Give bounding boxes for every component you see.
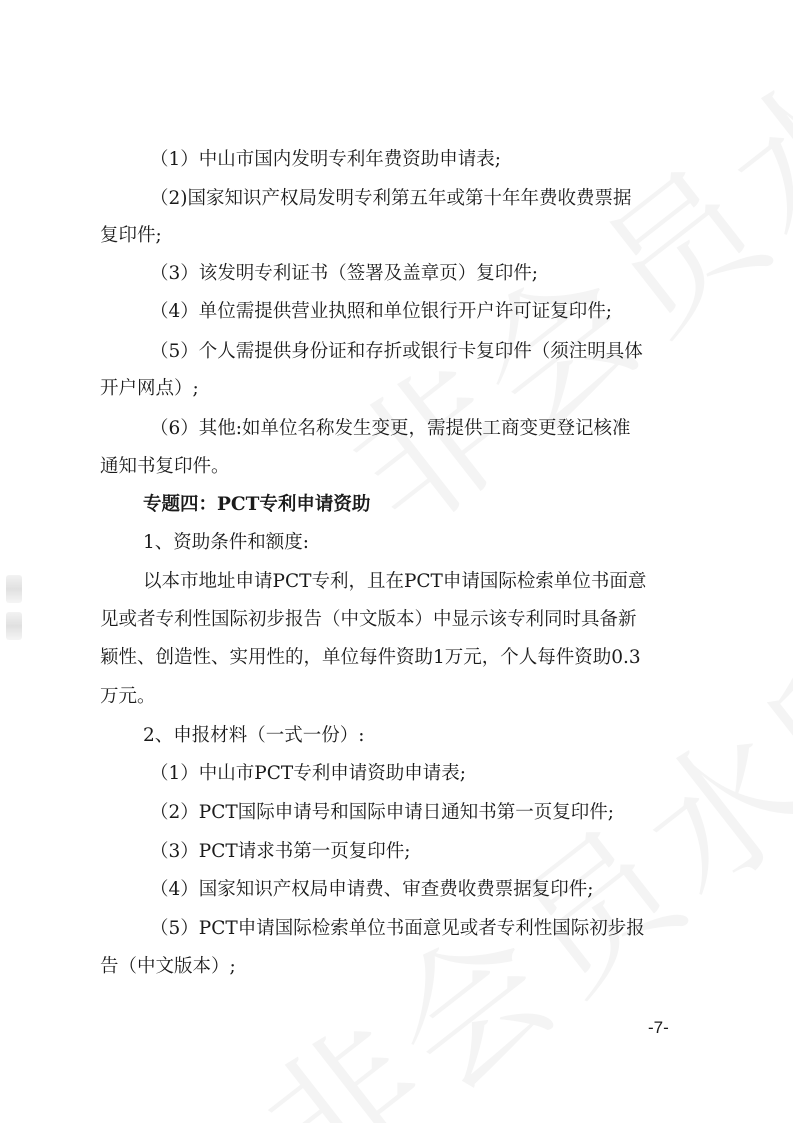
- paragraph-line: 开户网点）;: [100, 378, 199, 399]
- paragraph-line: 通知书复印件。: [100, 456, 230, 477]
- paragraph-line: （4）单位需提供营业执照和单位银行开户许可证复印件;: [150, 301, 613, 322]
- paragraph-line: （6）其他:如单位名称发生变更，需提供工商变更登记核准: [150, 418, 631, 439]
- paragraph-line: 万元。: [100, 686, 156, 707]
- paragraph-line: （1）中山市国内发明专利年费资助申请表;: [150, 149, 502, 170]
- paragraph-line: （2)国家知识产权局发明专利第五年或第十年年费收费票据: [150, 188, 632, 209]
- paragraph-line: （4）国家知识产权局申请费、审查费收费票据复印件;: [150, 879, 594, 900]
- paragraph-line: 颖性、创造性、实用性的，单位每件资助1万元，个人每件资助0.3: [100, 647, 641, 668]
- paragraph-line: 告（中文版本）;: [100, 956, 236, 977]
- paragraph-line: （2）PCT国际申请号和国际申请日通知书第一页复印件;: [150, 802, 614, 823]
- page-number: -7-: [648, 1018, 669, 1037]
- scan-artifact: [6, 612, 22, 640]
- paragraph-line: （5）个人需提供身份证和存折或银行卡复印件（须注明具体: [150, 341, 643, 362]
- subsection-heading: 1、资助条件和额度:: [143, 532, 310, 553]
- paragraph-line: 以本市地址申请PCT专利，且在PCT申请国际检索单位书面意: [143, 571, 647, 592]
- section-heading: 专题四：PCT专利申请资助: [143, 494, 371, 515]
- paragraph-line: （5）PCT申请国际检索单位书面意见或者专利性国际初步报: [150, 918, 645, 939]
- scan-artifact: [6, 575, 22, 603]
- paragraph-line: 复印件;: [100, 225, 162, 246]
- paragraph-line: 见或者专利性国际初步报告（中文版本）中显示该专利同时具备新: [100, 609, 637, 630]
- subsection-heading: 2、申报材料（一式一份）:: [143, 725, 365, 746]
- paragraph-line: （3）PCT请求书第一页复印件;: [150, 841, 411, 862]
- paragraph-line: （3）该发明专利证书（签署及盖章页）复印件;: [150, 263, 539, 284]
- paragraph-line: （1）中山市PCT专利申请资助申请表;: [150, 763, 466, 784]
